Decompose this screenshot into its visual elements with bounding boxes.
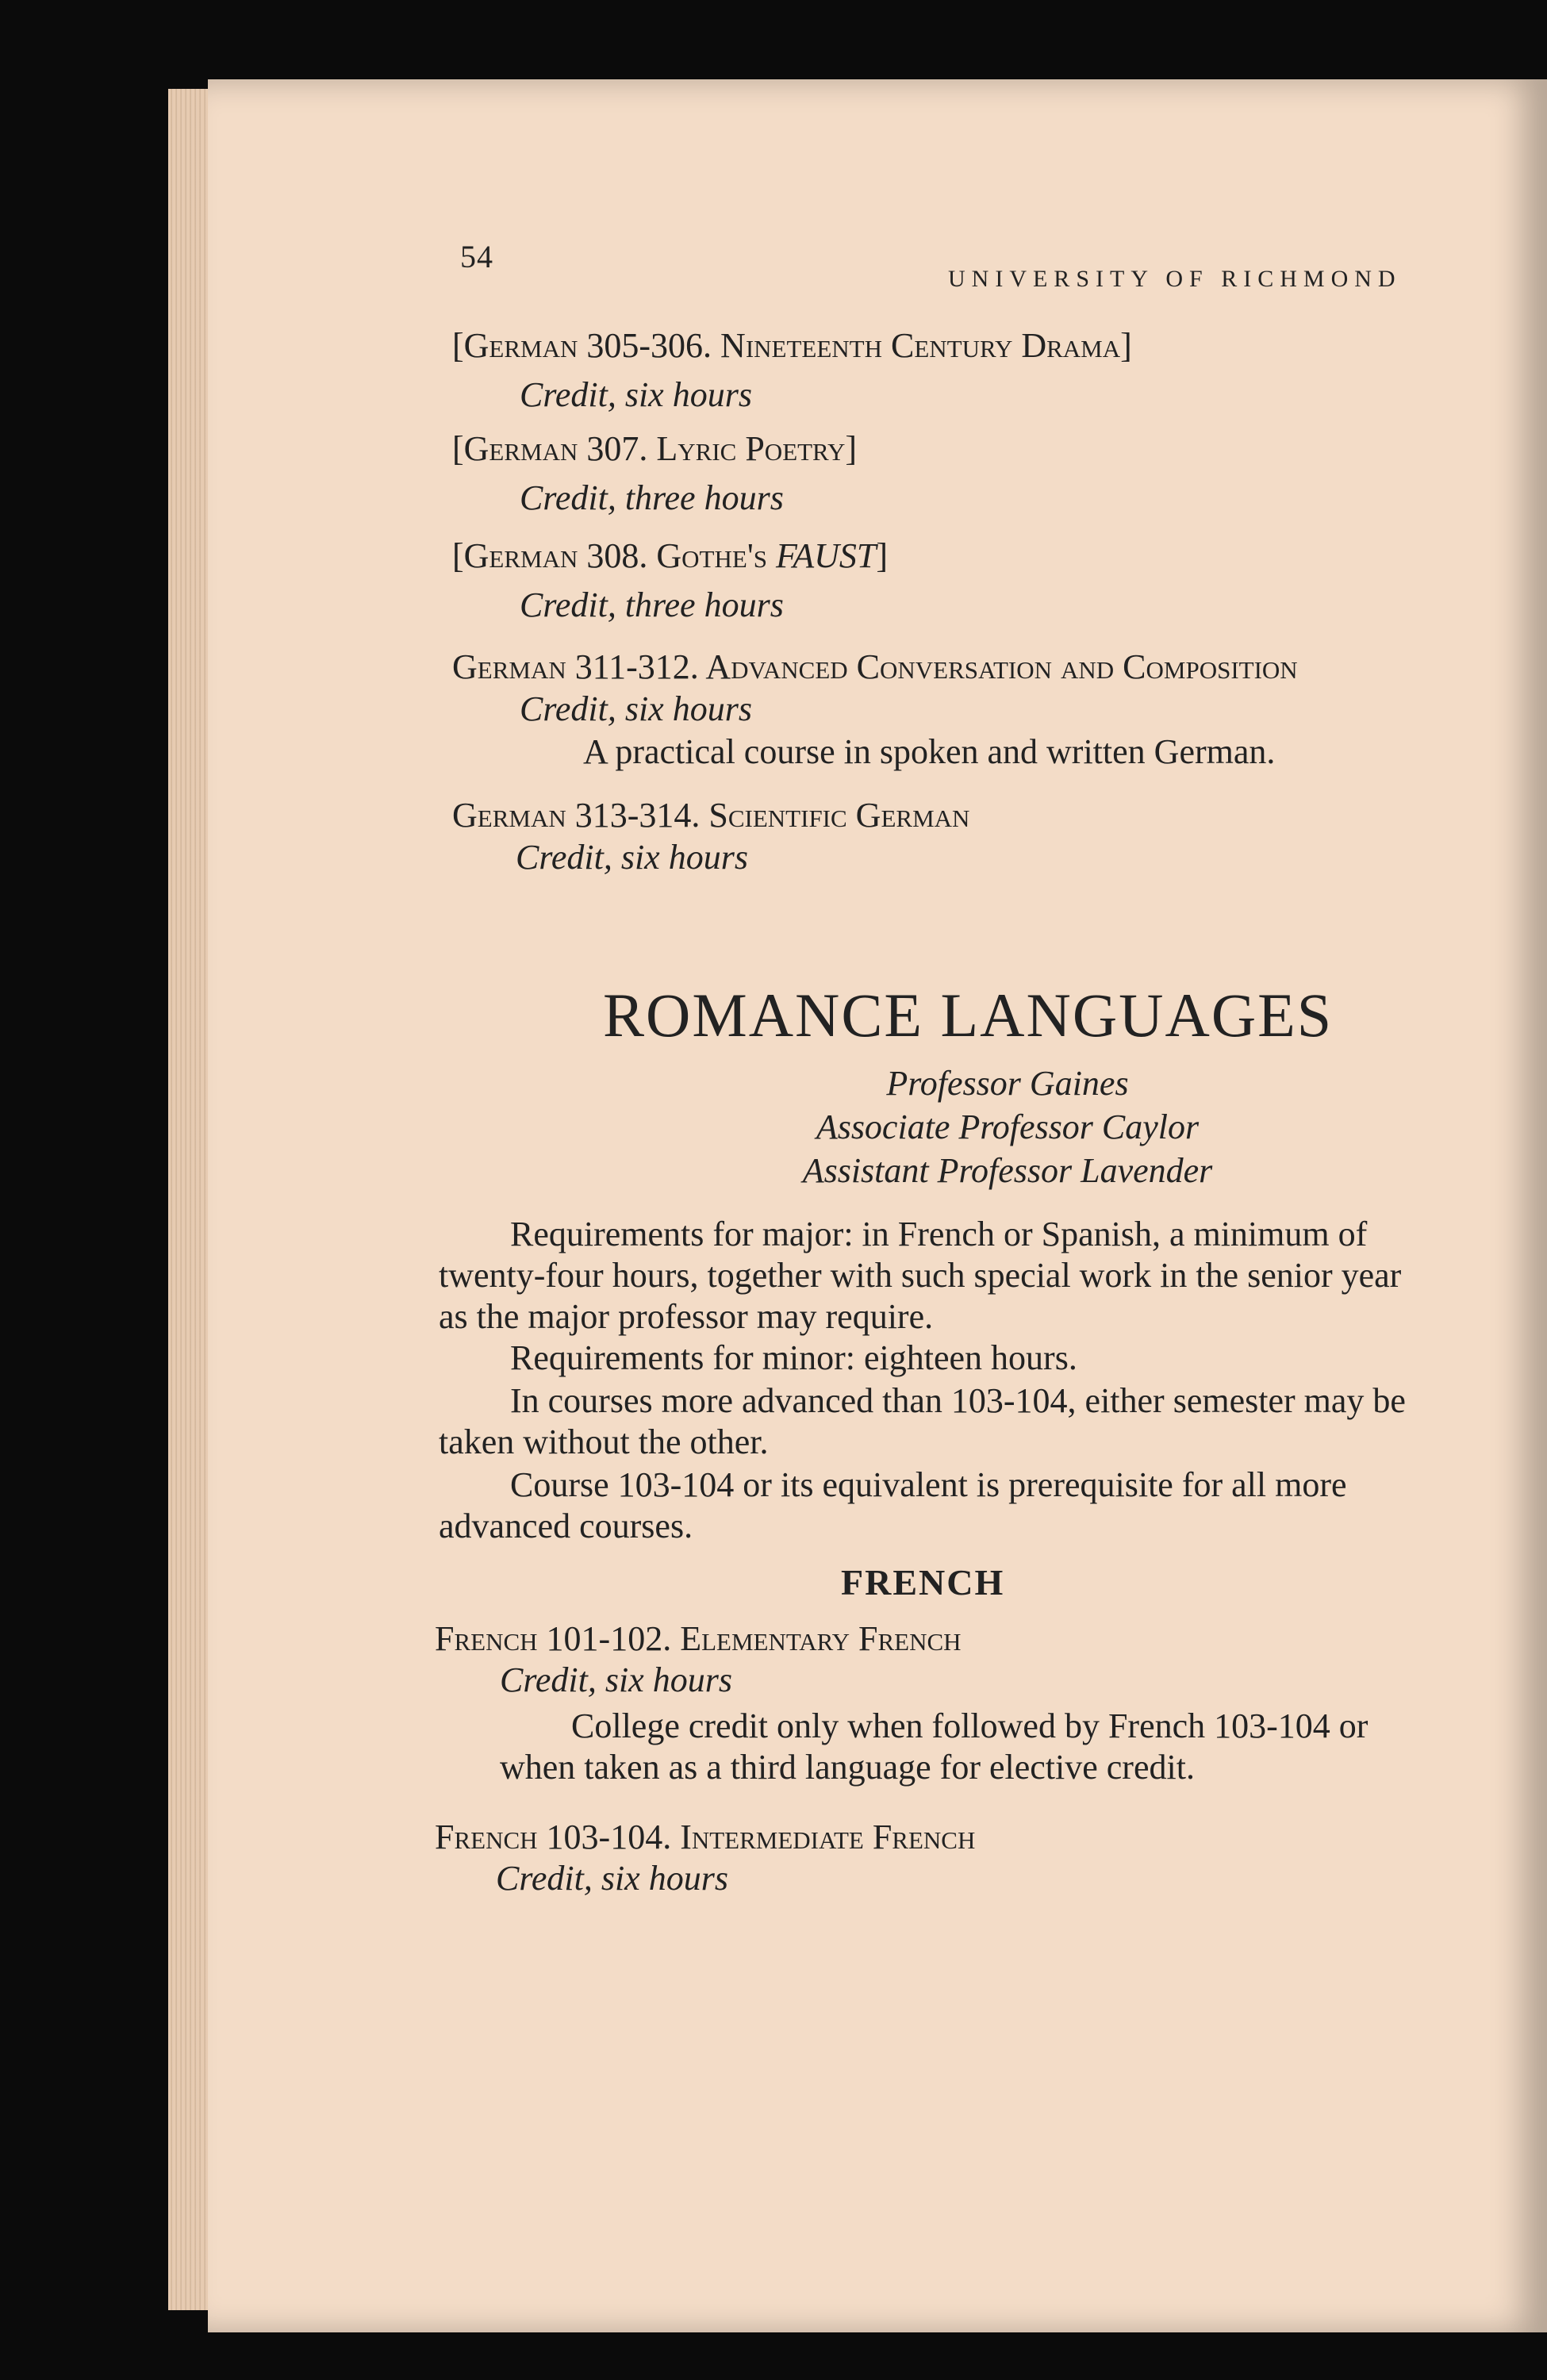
faculty-member: Professor Gaines [886,1064,1129,1103]
course-credit: Credit, three hours [520,585,784,624]
course-credit: Credit, six hours [520,375,752,414]
subsection-heading: FRENCH [841,1562,1005,1603]
course-title: [German 308. Gothe's FAUST] [452,536,888,575]
course-title: [German 307. Lyric Poetry] [452,429,858,468]
paragraph: In courses more advanced than 103-104, either semester may be taken without the other. [439,1381,1406,1461]
course-credit: Credit, six hours [496,1859,728,1898]
course-title: German 311-312. Advanced Conversation and Composition [452,647,1298,686]
paragraph: Requirements for major: in French or Spanish, a minimum of twenty-four hours, together with such special work in the senior year as the major professor may require. [439,1215,1402,1336]
course-description: College credit only when followed by French 103-104 or when taken as a third language for elective credit. [500,1706,1368,1787]
running-title: UNIVERSITY OF RICHMOND [948,266,1402,292]
book-page [208,79,1547,2332]
section-heading: ROMANCE LANGUAGES [603,981,1334,1050]
page-number: 54 [460,239,493,274]
course-credit: Credit, three hours [520,478,784,517]
paragraph: Requirements for minor: eighteen hours. [510,1338,1077,1377]
course-credit: Credit, six hours [520,689,752,728]
faculty-member: Assistant Professor Lavender [802,1151,1213,1190]
course-credit: Credit, six hours [516,838,748,877]
course-description: A practical course in spoken and written German. [583,732,1276,771]
course-title: French 103-104. Intermediate French [435,1818,976,1856]
course-title: French 101-102. Elementary French [435,1619,962,1658]
paragraph: Course 103-104 or its equivalent is prerequisite for all more advanced courses. [439,1465,1347,1545]
faculty-member: Associate Professor Caylor [816,1107,1200,1146]
course-title: German 313-314. Scientific German [452,796,970,835]
course-credit: Credit, six hours [500,1660,732,1699]
course-title: [German 305-306. Nineteenth Century Drama] [452,326,1132,365]
